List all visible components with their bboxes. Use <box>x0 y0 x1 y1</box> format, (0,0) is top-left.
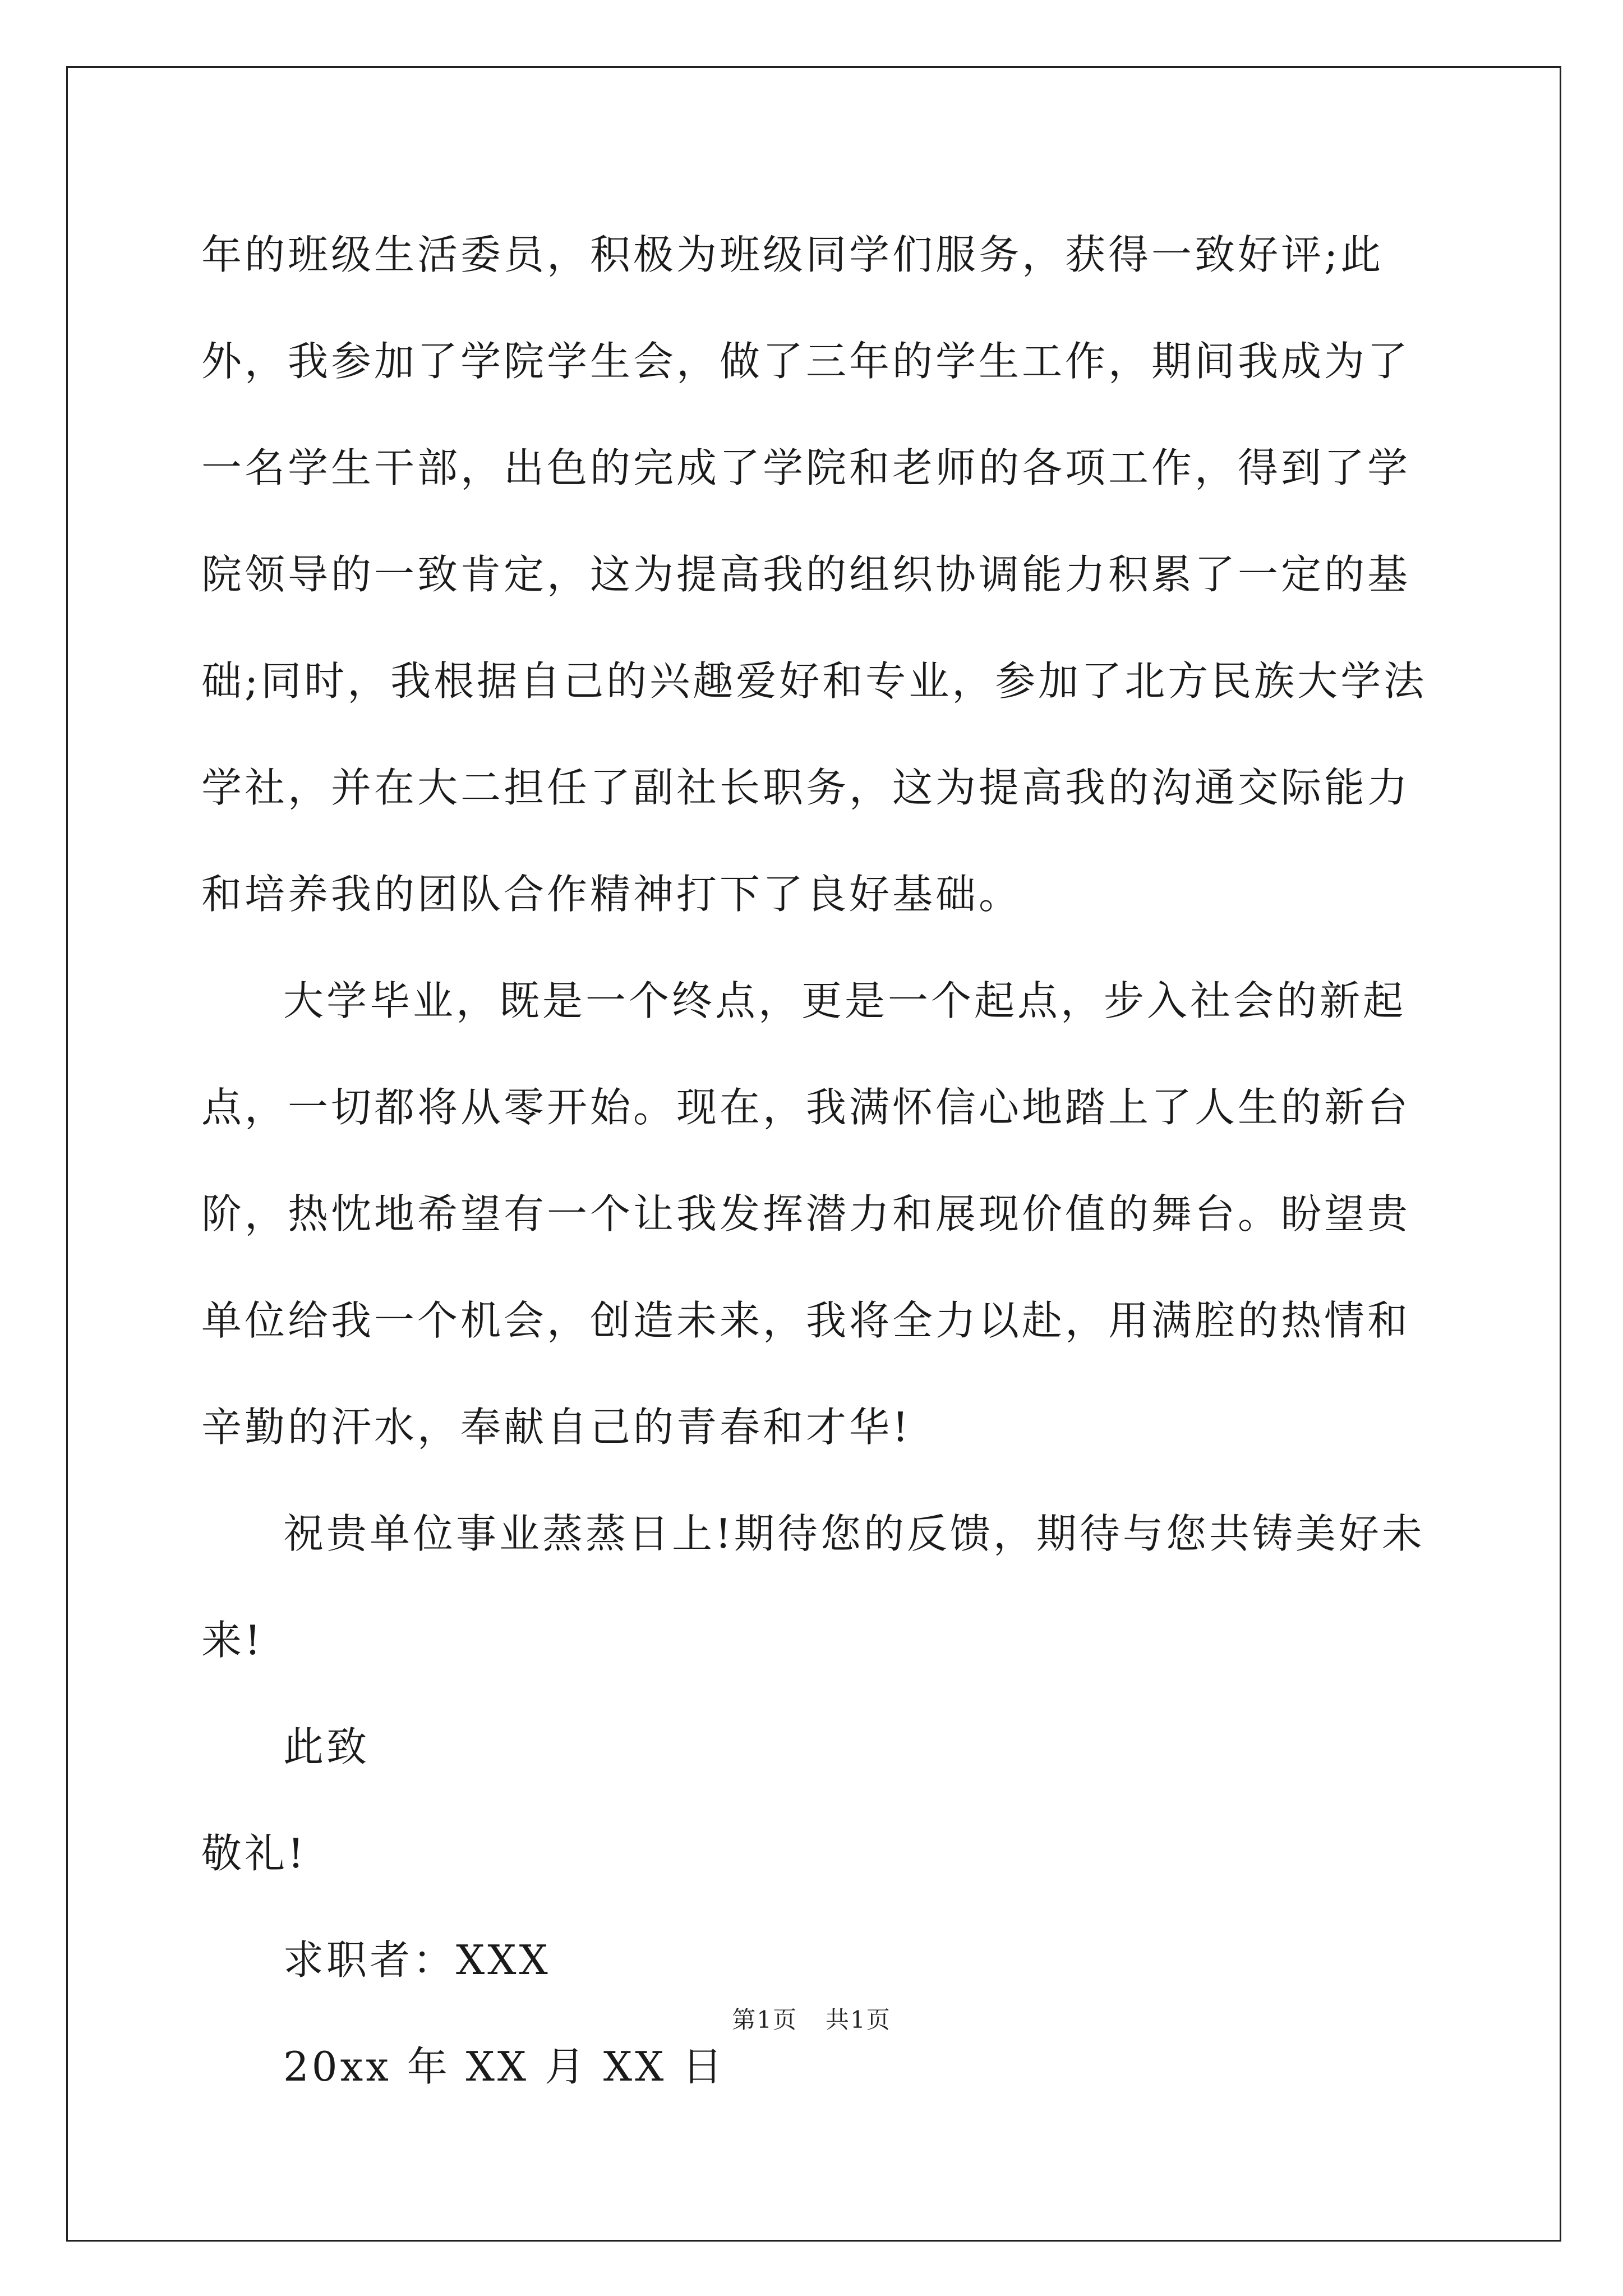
paragraph-graduation: 大学毕业，既是一个终点，更是一个起点，步入社会的新起点，一切都将从零开始。现在，我满怀信心地踏上了人生的新台阶，热忱地希望有一个让我发挥潜力和展现价值的舞台。盼望贵单位给我一个机会，创造未来，我将全力以赴，用满腔的热情和辛勤的汗水，奉献自己的青春和才华! <box>201 977 1411 1451</box>
letter-body <box>201 201 1431 2120</box>
page-footer <box>0 2001 1623 2035</box>
page-number-total: 共1页 <box>826 2006 891 2033</box>
page-number-current: 第1页 <box>732 2006 797 2033</box>
paragraph-experience: 年的班级生活委员，积极为班级同学们服务，获得一致好评;此外，我参加了学院学生会，做了三年的学生工作，期间我成为了一名学生干部，出色的完成了学院和老师的各项工作，得到了学院领导的一致肯定，这为提高我的组织协调能力积累了一定的基础;同时，我根据自己的兴趣爱好和专业，参加了北方民族大学法学社，并在大二担任了副社长职务，这为提高我的沟通交际能力和培养我的团队合作精神打下了良好基础。 <box>201 231 1427 918</box>
letter-date: 20xx 年 XX 月 XX 日 <box>283 2043 726 2090</box>
closing-jing-li: 敬礼! <box>201 1830 307 1877</box>
paragraph-wishes: 祝贵单位事业蒸蒸日上!期待您的反馈，期待与您共铸美好未来! <box>201 1510 1425 1664</box>
applicant-signature: 求职者：XXX <box>283 1936 551 1984</box>
closing-ci-zhi: 此致 <box>283 1723 370 1770</box>
